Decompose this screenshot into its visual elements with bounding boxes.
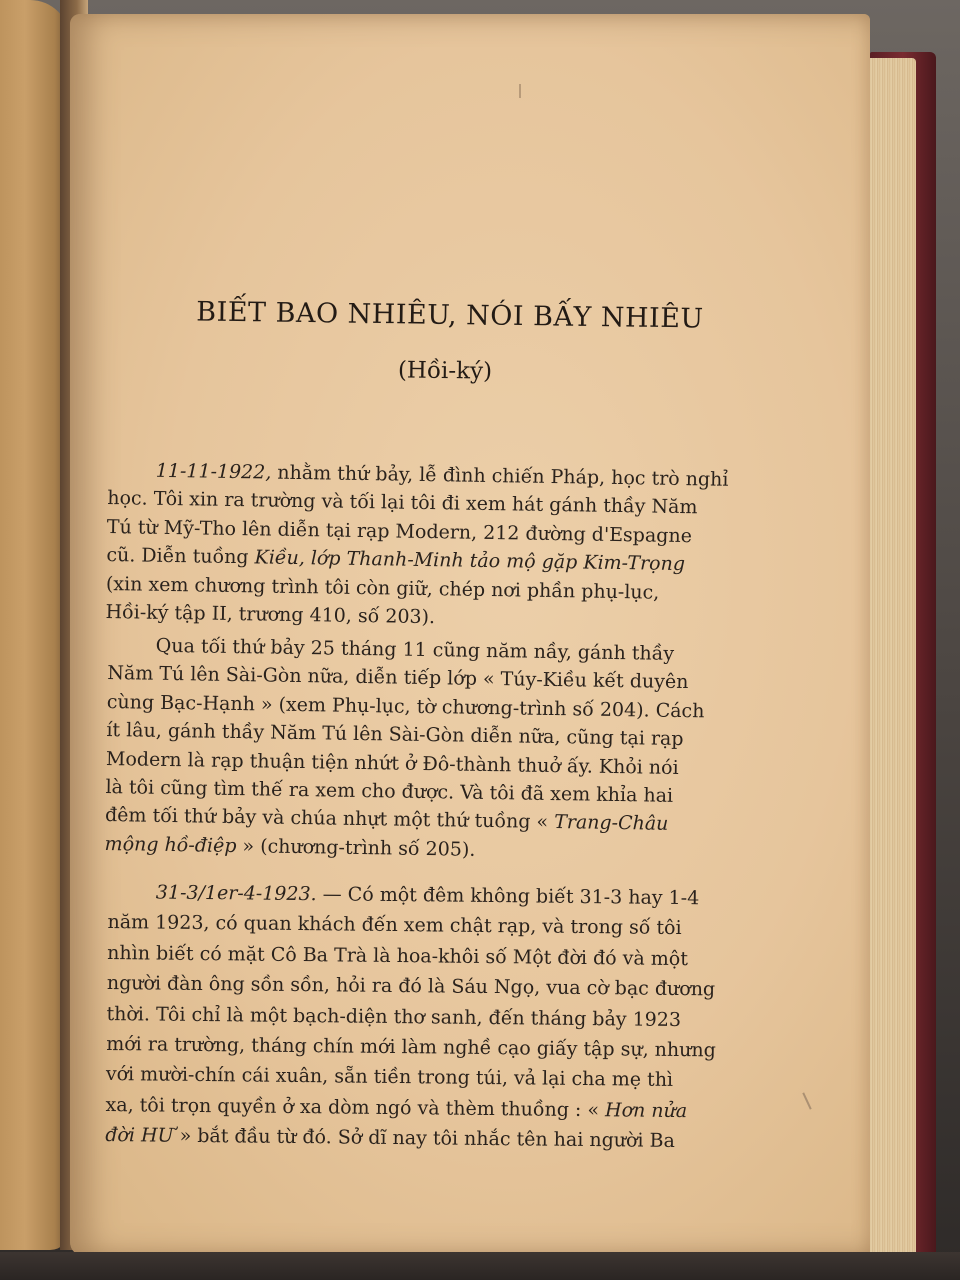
- paragraph-line: là tôi cũng tìm thế ra xem cho được. Và tôi đã xem khỉa hai: [105, 776, 674, 807]
- italic-play-title: Kiều, lớp Thanh-Minh tảo mộ gặp Kim-Trọng: [254, 546, 686, 576]
- paragraph-line: người đàn ông sồn sồn, hỏi ra đó là Sáu Ngọ, vua cờ bạc đương: [106, 972, 716, 1001]
- page-mark: [519, 84, 521, 98]
- paragraph-line: nhìn biết có mặt Cô Ba Trà là hoa-khôi số Một đời đó và một: [107, 941, 689, 970]
- paragraph-line: (xin xem chương trình tôi còn giữ, chép nơi phần phụ-lục,: [105, 572, 660, 604]
- chapter-subtitle: (Hồi-ký): [397, 357, 493, 385]
- paragraph-line: với mười-chín cái xuân, sẵn tiền trong túi, vả lại cha mẹ thì: [105, 1063, 674, 1092]
- paragraph-line: Modern là rạp thuận tiện nhứt ở Đô-thành thuở ấy. Khỏi nói: [105, 747, 679, 779]
- paragraph-line: Tú từ Mỹ-Tho lên diễn tại rạp Modern, 212 đường d'Espagne: [106, 515, 693, 547]
- chapter-title: BIẾT BAO NHIÊU, NÓI BẤY NHIÊU: [196, 296, 704, 335]
- table-surface: [0, 1252, 960, 1280]
- paragraph-line: năm 1923, có quan khách đến xem chật rạp, và trong số tôi: [107, 911, 682, 940]
- paragraph-line: thời. Tôi chỉ là một bạch-diện thơ sanh, đến tháng bảy 1923: [106, 1002, 682, 1031]
- line-text: — Có một đêm không biết 31-3 hay 1-4: [316, 883, 700, 910]
- paragraph-line: mới ra trường, tháng chín mới làm nghề cạo giấy tập sự, nhưng: [106, 1033, 716, 1062]
- line-text: xa, tôi trọn quyền ở xa dòm ngó và thèm thuồng : «: [105, 1093, 606, 1122]
- italic-date: 31-3/1er-4-1923.: [155, 881, 317, 906]
- paragraph-line: Năm Tú lên Sài-Gòn nữa, diễn tiếp lớp « Túy-Kiều kết duyên: [107, 662, 689, 694]
- italic-date: 11-11-1922,: [155, 459, 272, 484]
- italic-play-title: Trang-Châu: [553, 811, 669, 836]
- italic-play-title: mộng hồ-điệp: [104, 832, 237, 857]
- paragraph-line: ít lâu, gánh thầy Năm Tú lên Sài-Gòn diễn nữa, cũng tại rạp: [106, 719, 684, 751]
- paragraph-line: cùng Bạc-Hạnh » (xem Phụ-lục, tờ chương-trình số 204). Cách: [106, 690, 705, 723]
- paragraph-line: học. Tôi xin ra trường và tối lại tôi đi xem hát gánh thầy Năm: [107, 487, 698, 519]
- italic-phrase: Hơn nửa: [604, 1099, 688, 1122]
- line-text: đêm tối thứ bảy và chúa nhựt một thứ tuồng «: [104, 804, 555, 834]
- line-text: » bắt đầu từ đó. Sở dĩ nay tôi nhắc tên hai người Ba: [173, 1124, 676, 1153]
- paragraph-2: [104, 631, 777, 869]
- line-text: » (chương-trình số 205).: [236, 834, 476, 861]
- paragraph-line: Hồi-ký tập II, trương 410, số 203).: [105, 601, 436, 629]
- line-text: cũ. Diễn tuồng: [106, 544, 255, 569]
- italic-phrase: đời HƯ: [105, 1124, 174, 1147]
- paragraph-1: [105, 456, 778, 637]
- paragraph-line: Qua tối thứ bảy 25 tháng 11 cũng năm nầy, gánh thầy: [155, 634, 675, 665]
- line-text: nhằm thứ bảy, lễ đình chiến Pháp, học trò nghỉ: [271, 461, 729, 491]
- paragraph-3: [105, 877, 778, 1158]
